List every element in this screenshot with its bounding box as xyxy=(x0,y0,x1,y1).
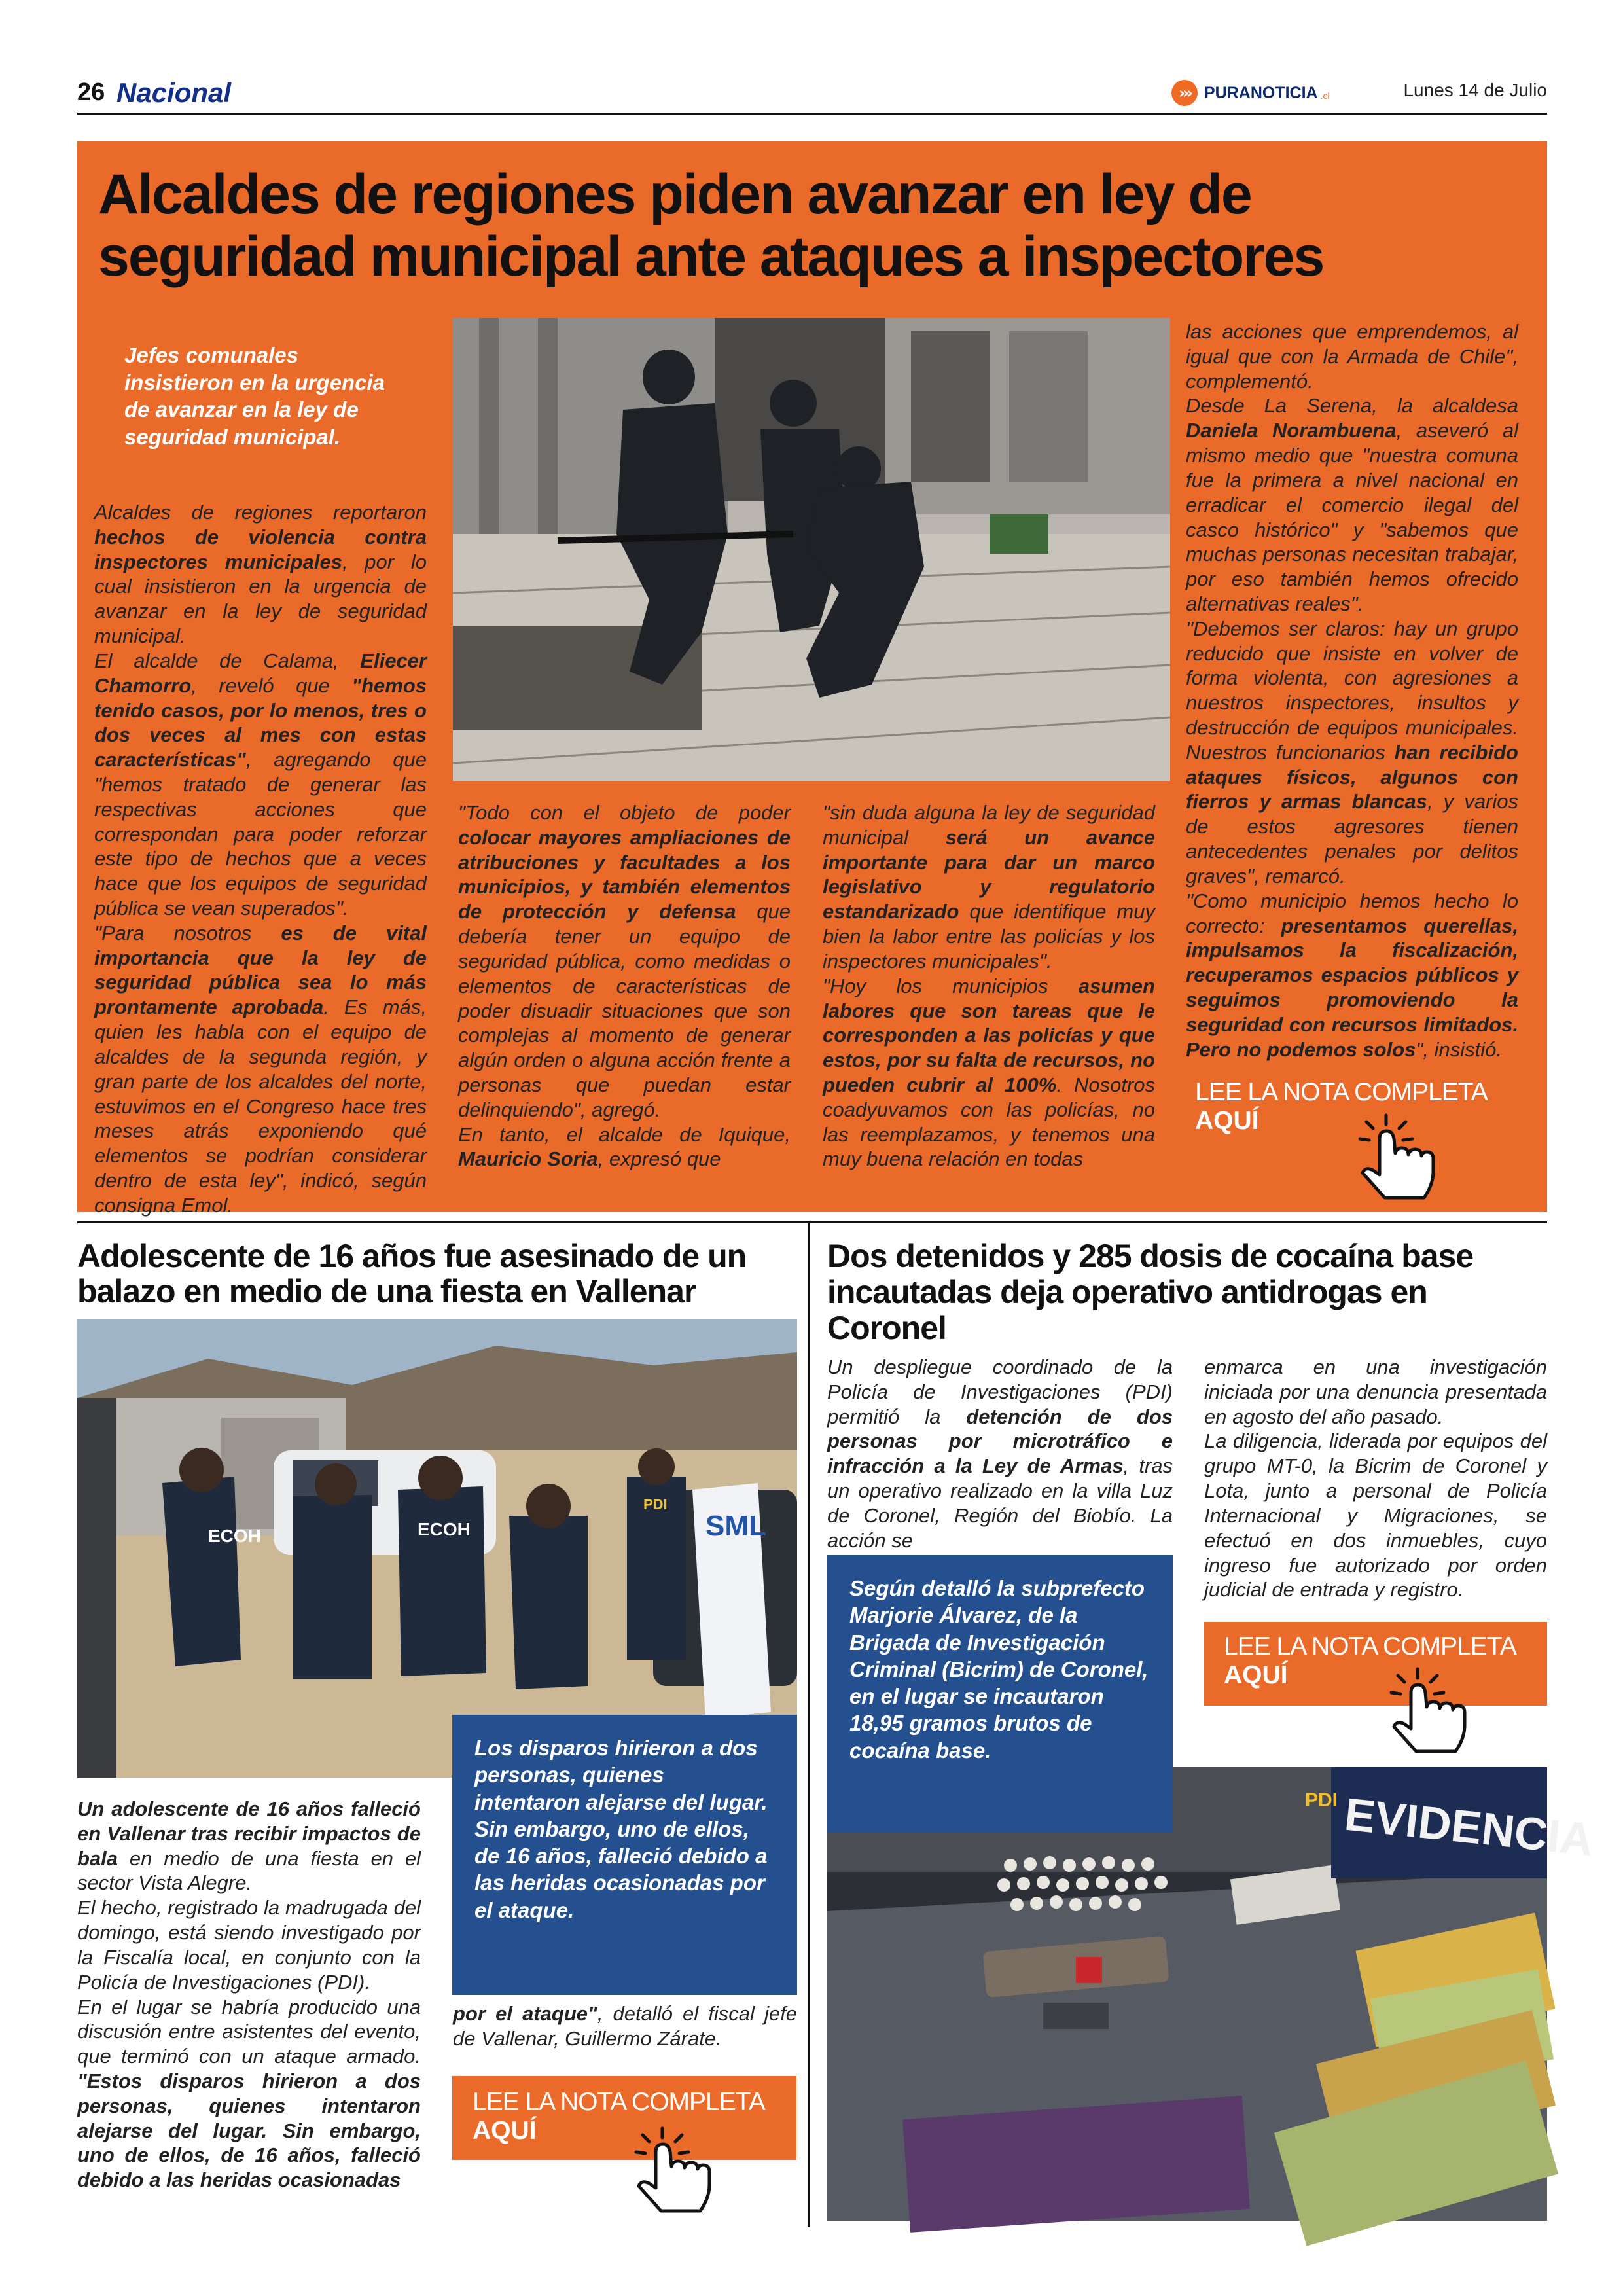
photo-badge-ecoh: ECOH xyxy=(208,1526,261,1546)
seized-evidence-image xyxy=(827,1767,1596,2221)
header-rule xyxy=(77,113,1547,115)
read-more-here: AQUÍ xyxy=(473,2117,537,2145)
photo-label-evidencia: EVIDENCIA xyxy=(1342,1788,1596,1866)
read-more-label: LEE LA NOTA COMPLETA xyxy=(473,2088,765,2116)
main-story-column-1: Alcaldes de regiones reportaron hechos de violencia contra inspectores municipales, por lo cual insistieron en la urgencia de avanzar en la ley de seguridad municipal. El alcalde de Calama, Eliecer Chamorro, reveló que "hemos tenido casos, por lo menos, tres o dos veces al mes con estas características", agregando que "hemos tratado de generar las respectivas acciones que correspondan para poder reforzar este tipo de hechos que a veces hace que los equipos de seguridad pública se vean superados". "Para nosotros es de vital importancia que la ley de seguridad pública sea lo más prontamente aprobada. Es más, quien les habla con el equipo de alcaldes de la segunda región, y gran parte de los alcaldes del norte, estuvimos en el Congreso hace tres meses atrás exponiendo qué elementos se podrían considerar dentro de esta ley", indicó, según consigna Emol. xyxy=(94,501,427,1217)
read-more-label: LEE LA NOTA COMPLETA xyxy=(1195,1078,1488,1106)
left-story-photo xyxy=(77,1319,797,1778)
issue-date: Lunes 14 de Julio xyxy=(1403,80,1547,100)
right-story-column-1: Un despliegue coordinado de la Policía de Investigaciones (PDI) permitió la detención de dos personas por microtráfico e infracción a la Ley de Armas, tras un operativo realizado en la villa Luz de Coronel, Región del Biobío. La acción se xyxy=(827,1355,1173,1552)
page-number: 26 xyxy=(77,79,105,106)
pointing-hand-icon[interactable] xyxy=(1378,1666,1483,1758)
read-more-here: AQUÍ xyxy=(1195,1107,1259,1135)
read-more-label: LEE LA NOTA COMPLETA xyxy=(1224,1632,1516,1660)
left-story-column-1: Un adolescente de 16 años falleció en Vallenar tras recibir impactos de bala en medio de una fiesta en el sector Vista Alegre. El hecho, registrado la madrugada del domingo, está siendo investigado por la Fiscalía local, en conjunto con la Policía de Investigaciones (PDI). En el lugar se habría producido una discusión entre asistentes del evento, que terminó con un ataque armado. "Estos disparos hirieron a dos personas, quienes intentaron alejarse del lugar. Sin embargo, uno de ellos, de 16 años, falleció debido a las heridas ocasionadas xyxy=(77,1797,421,2192)
right-story-photo xyxy=(827,1767,1596,2221)
brand-logo[interactable] xyxy=(1171,79,1330,107)
right-story-title: Dos detenidos y 285 dosis de cocaína base incautadas deja operativo antidrogas en Coronel xyxy=(827,1238,1474,1346)
main-story-title: Alcaldes de regiones piden avanzar en ley de seguridad municipal ante ataques a inspectores xyxy=(98,163,1324,288)
crime-scene-image xyxy=(77,1319,797,1778)
main-story-photo xyxy=(453,318,1170,781)
brand-mark-icon: ››› xyxy=(1171,80,1198,106)
section-divider xyxy=(77,1221,1547,1223)
left-story-title: Adolescente de 16 años fue asesinado de un balazo en medio de una fiesta en Vallenar xyxy=(77,1238,747,1310)
right-story-highlight-box: Según detalló la subprefecto Marjorie Álvarez, de la Brigada de Investigación Criminal (Bicrim) de Coronel, en el lugar se incautaron 18,95 gramos brutos de cocaína base. xyxy=(827,1555,1173,1833)
police-inspectors-scene-image xyxy=(453,318,1170,781)
main-story-column-2: "Todo con el objeto de poder colocar mayores ampliaciones de atribuciones y facultades a los municipios, y también elementos de protección y defensa que debería tener un equipo de seguridad pública, como medidas o elementos de características de poder disuadir situaciones que son complejas al momento de generar algún orden o alguna acción frente a personas que puedan estar delinquiendo", agregó. En tanto, el alcalde de Iquique, Mauricio Soria, expresó que xyxy=(458,801,791,1171)
left-story-column-2: por el ataque", detalló el fiscal jefe de Vallenar, Guillermo Zárate. xyxy=(453,2002,797,2050)
main-story-deck: Jefes comunales insistieron en la urgencia de avanzar en la ley de seguridad municipal. xyxy=(124,343,385,449)
section-name: Nacional xyxy=(116,77,232,108)
pointing-hand-icon[interactable] xyxy=(1347,1113,1452,1204)
right-story-column-2: enmarca en una investigación iniciada por una denuncia presentada en agosto del año pasado. La diligencia, liderada por equipos del grupo MT-0, la Bicrim de Coronel y Lota, junto a personal de Policía Internacional y Migraciones, se efectuó en dos inmuebles, cuyo ingreso fue autorizado por orden judicial de entrada y registro. xyxy=(1204,1355,1547,1602)
brand-suffix: .cl xyxy=(1320,90,1330,101)
read-more-here: AQUÍ xyxy=(1224,1661,1288,1689)
main-story-column-3: "sin duda alguna la ley de seguridad municipal será un avance importante para dar un marco legislativo y regulatorio estandarizado que identifique muy bien la labor entre las policías y los inspectores municipales". "Hoy los municipios asumen labores que son tareas que le corresponden a las policías y que estos, por su falta de recursos, no pueden cubrir al 100%. Nosotros coadyuvamos con las policías, no las reemplazamos, y tenemos una muy buena relación en todas xyxy=(823,801,1155,1171)
photo-badge-sml: SML xyxy=(705,1510,766,1542)
photo-badge-ecoh-2: ECOH xyxy=(418,1519,471,1539)
column-divider xyxy=(808,1223,810,2227)
main-story-column-4: las acciones que emprendemos, al igual que con la Armada de Chile", complementó. Desde La Serena, la alcaldesa Daniela Norambuena, aseveró al mismo medio que "nuestra comuna fue la primera a nivel nacional en erradicar el comercio ilegal del casco histórico" y "sabemos que muchas personas necesitan trabajar, por eso también hemos ofrecido alternativas reales". "Debemos ser claros: hay un grupo reducido que insiste en volver de forma violenta, con agresiones a nuestros inspectores, insultos y destrucción de equipos municipales. Nuestros funcionarios han recibido ataques físicos, algunos con fierros y armas blancas, y varios de estos agresores tienen antecedentes penales por delitos graves", remarcó. "Como municipio hemos hecho lo correcto: presentamos querellas, impulsamos la fiscalización, recuperamos espacios públicos y seguimos promoviendo la seguridad con recursos limitados. Pero no podemos solos", insistió. xyxy=(1186,320,1519,1061)
photo-label-pdi: PDI xyxy=(1305,1789,1338,1811)
left-story-highlight-box: Los disparos hirieron a dos personas, quienes intentaron alejarse del lugar. Sin embargo, uno de ellos, de 16 años, falleció debido a las heridas ocasionadas por el ataque. xyxy=(452,1715,797,1995)
brand-name: PURANOTICIA xyxy=(1204,83,1318,102)
pointing-hand-icon[interactable] xyxy=(623,2126,728,2217)
photo-badge-pdi: PDI xyxy=(643,1496,668,1513)
